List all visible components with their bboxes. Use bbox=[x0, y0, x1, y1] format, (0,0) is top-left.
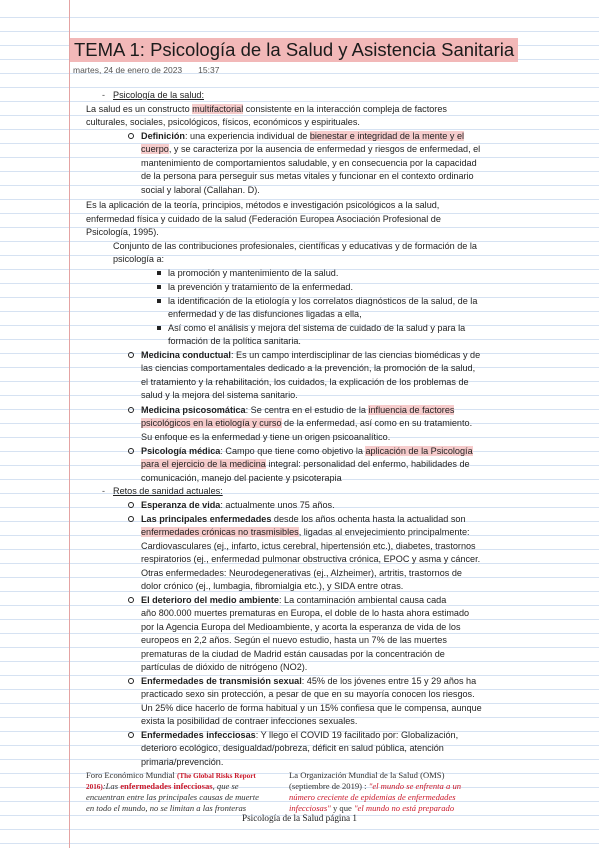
square-bullet bbox=[157, 326, 161, 330]
page-time: 15:37 bbox=[198, 65, 220, 75]
circle-bullet bbox=[128, 516, 134, 522]
note-line: de la persona para perseguir sus metas vitales y funcionar en el contexto ordinario bbox=[141, 171, 474, 181]
square-bullet bbox=[157, 271, 161, 275]
note-line: Es la aplicación de la teoría, principios, métodos e investigación psicológicos a la salud, bbox=[86, 200, 440, 210]
list-item: la promoción y mantenimiento de la salud. bbox=[168, 268, 339, 278]
note-line: para el ejercicio de la medicina integral: personalidad del enfermo, habilidades de bbox=[141, 459, 470, 469]
definition-line: Definición: una experiencia individual de bienestar e integridad de la mente y el bbox=[141, 131, 465, 141]
note-line: La salud es un constructo multifactorial consistente en la interacción compleja de factores bbox=[86, 104, 447, 114]
note-line: por la Agencia Europa del Medioambiente, y acorta la esperanza de vida de los bbox=[141, 622, 461, 632]
note-line: europeos en 2,2 años. Según el nuevo estudio, hasta un 7% de las muertes bbox=[141, 635, 447, 645]
note-line: cuerpo, y se caracteriza por la ausencia de enfermedad y riesgos de enfermedad, el bbox=[141, 144, 481, 154]
note-line: Cardiovasculares (ej., infarto, ictus cerebral, hipertensión etc.), diabetes, trastornos bbox=[141, 541, 476, 551]
psicologia-medica-line: Psicología médica: Campo que tiene como objetivo la aplicación de la Psicología bbox=[141, 446, 473, 456]
esperanza-vida-line: Esperanza de vida: actualmente unos 75 años. bbox=[141, 500, 335, 510]
note-line: Psicología, 1995). bbox=[86, 227, 159, 237]
note-line: año 800.000 muertes prematuras en Europa, el doble de lo hasta ahora estimado bbox=[141, 608, 470, 618]
circle-bullet bbox=[128, 597, 134, 603]
note-line: deterioro ecológico, desigualdad/pobreza, déficit en salud pública, atención bbox=[141, 743, 444, 753]
square-bullet bbox=[157, 299, 161, 303]
medicina-conductual-line: Medicina conductual: Es un campo interdisciplinar de las ciencias biomédicas y de bbox=[141, 350, 481, 360]
page-datetime bbox=[73, 65, 219, 75]
note-line: Conjunto de las contribuciones profesionales, científicas y educativas y de formación de la bbox=[113, 241, 477, 251]
circle-bullet bbox=[128, 448, 134, 454]
list-item: Así como el análisis y mejora del sistema de cuidado de la salud y para la bbox=[168, 323, 466, 333]
note-line: psicología a: bbox=[113, 254, 165, 264]
list-item: la identificación de la etiología y los correlatos diagnósticos de la salud, de la bbox=[168, 296, 478, 306]
dash-bullet: - bbox=[102, 486, 105, 496]
page-date: martes, 24 de enero de 2023 bbox=[73, 65, 183, 75]
note-line: el tratamiento y la rehabilitación, los cuidados, la explicación de los problemas de bbox=[141, 377, 469, 387]
principales-enfermedades-line: Las principales enfermedades desde los años ochenta hasta la actualidad son bbox=[141, 514, 466, 524]
list-item-cont: enfermedad y de las disfunciones ligadas a ella, bbox=[168, 309, 362, 319]
note-line: exista la posibilidad de contraer infecciones sexuales. bbox=[141, 716, 358, 726]
note-line: enfermedades crónicas no trasmisibles, ligadas al envejecimiento principalmente: bbox=[141, 527, 470, 537]
page-footer: Psicología de la Salud página 1 bbox=[241, 813, 358, 823]
list-item-cont: formación de la política sanitaria. bbox=[168, 336, 301, 346]
note-line: Un 25% dice hacerlo de forma habitual y un 15% confiesa que le compensa, aunque bbox=[141, 703, 482, 713]
note-line: salud y la mejora del sistema sanitario. bbox=[141, 390, 298, 400]
circle-bullet bbox=[128, 133, 134, 139]
medio-ambiente-line: El deterioro del medio ambiente: La contaminación ambiental causa cada bbox=[141, 595, 447, 605]
circle-bullet bbox=[128, 502, 134, 508]
circle-bullet bbox=[128, 352, 134, 358]
transmision-sexual-line: Enfermedades de transmisión sexual: 45% de los jóvenes entre 15 y 29 años ha bbox=[141, 676, 477, 686]
note-line: respiratorios (ej., enfermedad pulmonar obstructiva crónica, EPOC y asma y cáncer. bbox=[141, 554, 481, 564]
dash-bullet: - bbox=[102, 90, 105, 100]
section-heading-psicologia: Psicología de la salud: bbox=[113, 90, 204, 100]
circle-bullet bbox=[128, 732, 134, 738]
note-line: social y laboral (Callahan. D). bbox=[141, 185, 260, 195]
note-line: las ciencias comportamentales dedicado a la prevención, la promoción de la salud, bbox=[141, 363, 476, 373]
note-line: prematuras de la ciudad de Madrid están causadas por la concentración de bbox=[141, 649, 445, 659]
note-line: enfermedad física y cuidado de la salud (Federación Europea Asociación Profesional de bbox=[86, 214, 441, 224]
note-line: psicológicos en la etiología y curso de la enfermedad, así como en su tratamiento. bbox=[141, 418, 473, 428]
note-line: culturales, sociales, psicológicos, físicos, económicos y espirituales. bbox=[86, 117, 360, 127]
list-item: la prevención y tratamiento de la enfermedad. bbox=[168, 282, 354, 292]
note-line: mantenimiento de comportamientos saludable, y en consecuencia por la capacidad bbox=[141, 158, 477, 168]
square-bullet bbox=[157, 285, 161, 289]
medicina-psicosomatica-line: Medicina psicosomática: Se centra en el estudio de la influencia de factores bbox=[141, 405, 455, 415]
note-line: practicado sexo sin protección, a pesar de que en su mayoría conocen los riesgos. bbox=[141, 689, 475, 699]
note-line: primaria/prevención. bbox=[141, 757, 224, 767]
page-title: TEMA 1: Psicología de la Salud y Asistencia Sanitaria bbox=[70, 38, 518, 62]
circle-bullet bbox=[128, 678, 134, 684]
note-line: dolor crónico (ej., lumbagia, fibromialgia etc.), y SIDA entre otras. bbox=[141, 581, 404, 591]
note-line: partículas de dióxido de nitrógeno (NO2). bbox=[141, 662, 308, 672]
note-line: Su enfoque es la enfermedad y tiene un origen psicoanalítico. bbox=[141, 432, 391, 442]
note-line: Otras enfermedades: Neurodegenerativas (ej., Alzheimer), artritis, trastornos de bbox=[141, 568, 462, 578]
note-line: comunicación, manejo del paciente y psicoterapia bbox=[141, 473, 342, 483]
circle-bullet bbox=[128, 407, 134, 413]
notebook-page: TEMA 1: Psicología de la Salud y Asistencia Sanitaria martes, 24 de enero de 2023 15:37 - Psicología de la salud: La salud es un constructo multifactorial consistente en la interacción compleja de factores culturales, sociales, psicológicos, físicos, económicos y espirituales. Definición: una experiencia individual de bienestar e integridad de la mente y el cuerpo, y se caracteriza por la ausencia de enfermedad y riesgos de enfermedad, el mantenimiento de comportamientos saludable, y en consecuencia por la capacidad de la persona para perseguir sus metas vitales y funcionar en el contexto ordinario social y laboral (Callahan. D). Es la aplicación de la teoría, principios, métodos e investigación psicológicos a la salud, enfermedad física y cuidado de la salud (Federación Europea Asociación Profesional de Psicología, 1995). Conjunto de las contribuciones profesionales, científicas y educativas y de formación de la psicología a: la promoción y mantenimiento de la salud. la prevención y tratamiento de la enfermedad. la identificación de la etiología y los correlatos diagnósticos de la salud, de la enfermedad y de las disfunciones ligadas a ella, Así como el análisis y mejora del sistema de cuidado de la salud y para la formación de la política sanitaria. Medicina conductual: Es un campo interdisciplinar de las ciencias biomédicas y de las ciencias comportamentales dedicado a la prevención, la promoción de la salud, el tratamiento y la rehabilitación, los cuidados, la explicación de los problemas de salud y la mejora del sistema sanitario. Medicina psicosomática: Se centra en el estudio de la influencia de factores psicológicos en la etiología y curso de la enfermedad, así como en su tratamiento. Su enfoque es la enfermedad y tiene un origen psicoanalítico. Psicología médica: Campo que tiene como objetivo la aplicación de la Psicología para el ejercicio de la medicina integral: personalidad del enfermo, habilidades de comunicación, manejo del paciente y psicoterapia - Retos de sanidad actuales: Esperanza de vida: actualmente unos 75 años. Las principales enfermedades desde los años ochenta hasta la actualidad son enfermedades crónicas no trasmisibles, ligadas al envejecimiento principalmente: Cardiovasculares (ej., infarto, ictus cerebral, hipertensión etc.), diabetes, trastornos respiratorios (ej., enfermedad pulmonar obstructiva crónica, EPOC y asma y cáncer. Otras enfermedades: Neurodegenerativas (ej., Alzheimer), artritis, trastornos de dolor crónico (ej., lumbagia, fibromialgia etc.), y SIDA entre otras. El deterioro del medio ambiente: La contaminación ambiental causa cada año 800.000 muertes prematuras en Europa, el doble de lo hasta ahora estimado por la Agencia Europa del Medioambiente, y acorta la esperanza de vida de los europeos en 2,2 años. Según el nuevo estudio, hasta un 7% de las muertes prematuras de la ciudad de Madrid están causadas por la concentración de partículas de dióxido de nitrógeno (NO2). Enfermedades de transmisión sexual: 45% de los jóvenes entre 15 y 29 años ha practicado sexo sin protección, a pesar de que en su mayoría conocen los riesgos. Un 25% dice hacerlo de forma habitual y un 15% confiesa que le compensa, aunque exista la posibilidad de contraer infecciones sexuales. Enfermedades infecciosas: Y llego el COVID 19 facilitado por: Globalización, deterioro ecológico, desigualdad/pobreza, déficit en salud pública, atención primaria/prevención. Foro Económico Mundial (The Global Risks Report 2016):Las enfermedades infecciosas, que se encuentran entre las principales causas de muerte en todo el mundo, no se limitan a las fronteras La Organización Mundial de la Salud (OMS) (septiembre de 2019) : "el mundo se enfrenta a un número creciente de epidemias de enfermedades infecciosas" y que "el mundo no está preparado Psicología de la Salud página 1 bbox=[0, 0, 599, 848]
section-heading-retos: Retos de sanidad actuales: bbox=[113, 486, 223, 496]
enfermedades-infecciosas-line: Enfermedades infecciosas: Y llego el COVID 19 facilitado por: Globalización, bbox=[141, 730, 459, 740]
